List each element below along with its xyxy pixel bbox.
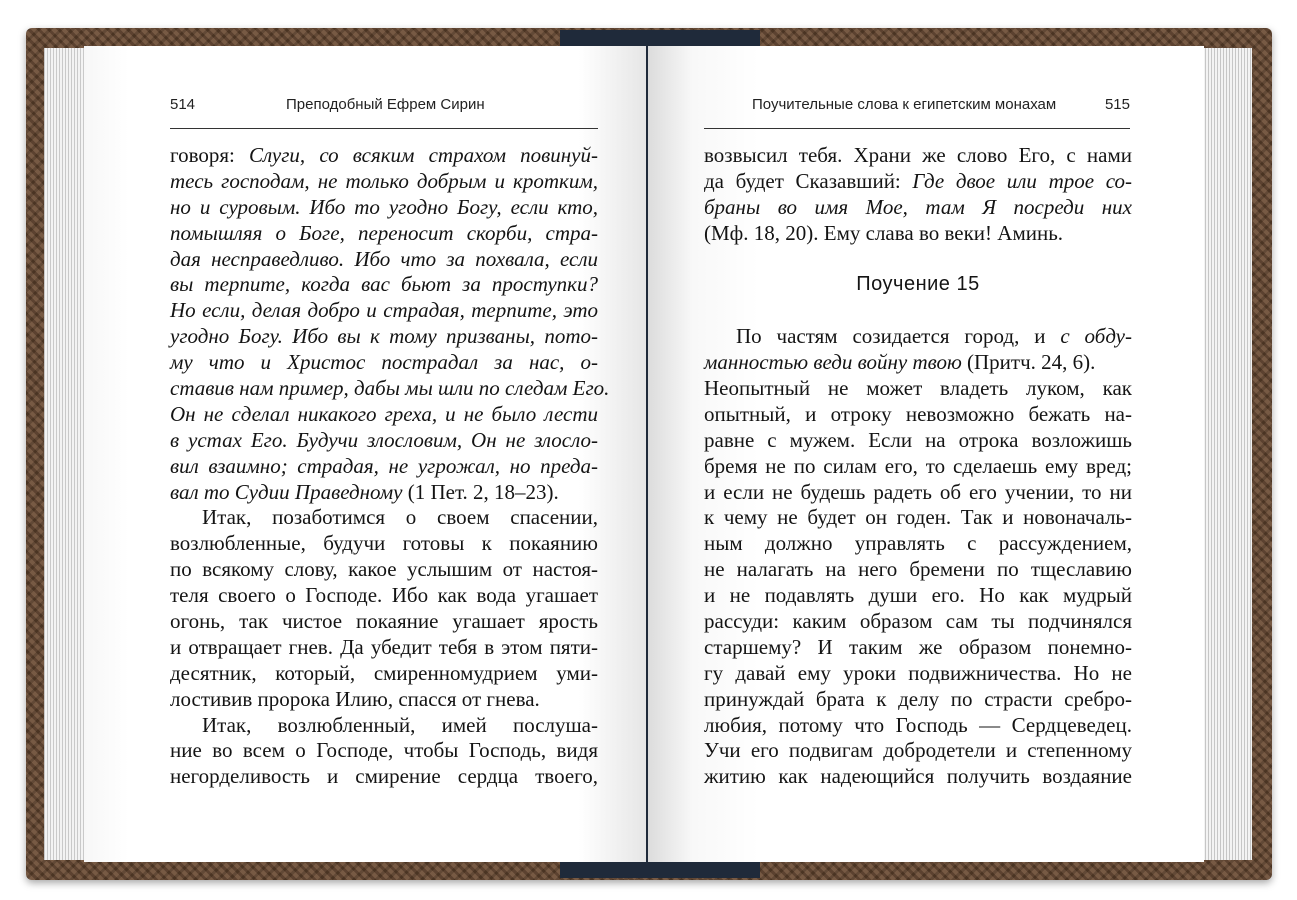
text-fragment: и не подавлять души его. Но как мудрый: [704, 583, 1132, 608]
text-fragment: возлюбленные, будучи готовы к покаянию: [170, 531, 598, 556]
text-line: [170, 635, 598, 661]
text-fragment: Неопытный не может владеть луком, как: [704, 376, 1132, 401]
right-body-text: [704, 143, 1132, 790]
text-fragment: к чему не будет он годен. Так и новоначаль-: [704, 505, 1132, 530]
italic-quote-fragment: манностью веди войну твою: [704, 350, 962, 375]
text-fragment: ным должно управлять с рассуждением,: [704, 531, 1132, 556]
italic-quote-fragment: помышляя о Боге, переносит скорби, стра-: [170, 220, 598, 245]
text-line: [170, 428, 598, 454]
text-line: [704, 169, 1132, 195]
left-running-title: Преподобный Ефрем Сирин: [286, 96, 485, 113]
text-line: [704, 583, 1132, 609]
text-line: [170, 143, 598, 169]
text-fragment: опытный, и отроку невозможно бежать на-: [704, 401, 1132, 426]
text-fragment: говоря:: [170, 143, 250, 167]
text-line: [704, 402, 1132, 428]
text-fragment: (Мф. 18, 20). Ему слава во веки! Аминь.: [704, 220, 1064, 245]
text-fragment: Поучение 15: [856, 273, 980, 296]
text-line: [170, 609, 598, 635]
text-line: [704, 557, 1132, 583]
italic-quote-fragment: Но если, делая добро и страдая, терпите, это: [170, 298, 598, 323]
text-line: [170, 247, 598, 273]
text-line: [704, 428, 1132, 454]
text-fragment: рассуди: каким образом сам ты подчинялся: [704, 609, 1132, 634]
text-fragment: принуждай брата к делу по страсти сребро-: [704, 686, 1132, 711]
text-fragment: теля своего о Господе. Ибо как вода угашает: [170, 583, 598, 608]
text-line: [704, 195, 1132, 221]
text-fragment: лостивив пророка Илию, спасся от гнева.: [170, 686, 540, 711]
text-line: [704, 324, 1132, 350]
text-fragment: гу давай ему уроки подвижничества. Но не: [704, 660, 1132, 685]
text-fragment: Учи его подвигам добродетели и степенному: [704, 738, 1132, 763]
text-line: [170, 376, 610, 402]
italic-quote-fragment: но и суровым. Ибо то угодно Богу, если кто,: [170, 194, 598, 219]
text-line: [704, 609, 1132, 635]
text-line: [170, 687, 598, 713]
left-running-head: [170, 96, 598, 122]
text-fragment: огонь, так чистое покаяние угашает ярость: [170, 609, 598, 634]
text-line: [170, 583, 598, 609]
italic-quote-fragment: в устах Его. Будучи злословим, Он не злосло-: [170, 427, 598, 452]
italic-quote-fragment: вы терпите, когда вас бьют за проступки?: [170, 272, 598, 297]
text-line: [170, 298, 598, 324]
text-fragment: равне с мужем. Если на отрока возложишь: [704, 427, 1132, 452]
right-running-title: Поучительные слова к египетским монахам: [752, 96, 1057, 113]
text-line: [170, 531, 598, 557]
text-line: [704, 143, 1132, 169]
italic-quote-fragment: Слуги, со всяким страхом повинуй-: [249, 143, 598, 167]
text-fragment: по всякому слову, какое услышим от настоя-: [170, 557, 598, 582]
text-line: [170, 713, 598, 739]
text-fragment: любия, потому что Господь — Сердцеведец.: [704, 712, 1132, 737]
text-line: [170, 221, 598, 247]
text-fragment: ние во всем о Господе, чтобы Господь, видя: [170, 738, 598, 763]
text-fragment: Итак, позаботимся о своем спасении,: [202, 505, 598, 530]
text-line: [704, 635, 1132, 661]
text-line: [704, 661, 1132, 687]
text-line: [704, 247, 1132, 273]
text-line: [170, 402, 598, 428]
text-fragment: негорделивость и смирение сердца твоего,: [170, 764, 598, 789]
text-fragment: житию как надеющийся получить воздаяние: [704, 764, 1132, 789]
text-line: [170, 169, 598, 195]
italic-quote-fragment: угодно Богу. Ибо вы к тому призваны, пото-: [170, 324, 598, 349]
italic-quote-fragment: вал то Судии Праведному: [170, 479, 403, 504]
left-body-text: [170, 143, 610, 790]
text-line: [170, 557, 598, 583]
text-line: [170, 324, 598, 350]
text-line: [704, 221, 1132, 247]
text-line: [170, 454, 598, 480]
right-page-number: 515: [1104, 96, 1130, 113]
italic-quote-fragment: ставив нам пример, дабы мы шли по следам Его.: [170, 376, 610, 401]
text-fragment: бремя не по силам его, то сделаешь ему вред;: [704, 453, 1132, 478]
text-fragment: По частям созидается город, и: [736, 324, 1061, 349]
text-line: [170, 661, 598, 687]
text-line: [704, 505, 1132, 531]
left-page-number: 514: [170, 96, 196, 113]
left-header-rule: [170, 128, 598, 129]
text-line: [704, 454, 1132, 480]
text-line: [704, 531, 1132, 557]
text-line: [170, 272, 598, 298]
text-line: [170, 738, 598, 764]
text-fragment: (Притч. 24, 6).: [961, 350, 1096, 375]
text-fragment: и отвращает гнев. Да убедит тебя в этом пяти-: [170, 634, 598, 659]
text-fragment: старшему? И таким же образом понемно-: [704, 634, 1132, 659]
text-line: [704, 480, 1132, 506]
italic-quote-fragment: с обду-: [1060, 324, 1132, 349]
right-page-edges: [1200, 48, 1252, 860]
italic-quote-fragment: вил взаимно; страдая, не угрожал, но преда-: [170, 453, 598, 478]
text-line: [170, 480, 598, 506]
right-header-rule: [704, 128, 1130, 129]
text-line: [704, 687, 1132, 713]
text-line: [170, 505, 598, 531]
text-fragment: возвысил тебя. Храни же слово Его, с нами: [704, 143, 1132, 167]
text-fragment: (1 Пет. 2, 18–23).: [402, 479, 559, 504]
text-fragment: Итак, возлюбленный, имей послуша-: [202, 712, 598, 737]
text-line: [704, 350, 1132, 376]
italic-quote-fragment: браны во имя Мое, там Я посреди них: [704, 194, 1132, 219]
text-line: [170, 764, 598, 790]
section-heading: [704, 272, 1132, 298]
italic-quote-fragment: дая несправедливо. Ибо что за похвала, если: [170, 246, 598, 271]
italic-quote-fragment: Он не сделал никакого греха, и не было лести: [170, 401, 598, 426]
text-fragment: и если не будешь радеть об его учении, то ни: [704, 479, 1132, 504]
text-line: [704, 376, 1132, 402]
text-fragment: десятник, который, смиренномудрием уми-: [170, 660, 598, 685]
text-line: [704, 713, 1132, 739]
text-fragment: да будет Сказавший:: [704, 168, 913, 193]
text-fragment: не налагать на него бремени по тщеславию: [704, 557, 1132, 582]
text-line: [704, 738, 1132, 764]
text-line: [704, 298, 1132, 324]
text-line: [170, 350, 598, 376]
italic-quote-fragment: тесь господам, не только добрым и кротким,: [170, 168, 598, 193]
text-line: [170, 195, 598, 221]
right-running-head: [704, 96, 1130, 122]
italic-quote-fragment: Где двое или трое со-: [912, 168, 1132, 193]
text-line: [704, 764, 1132, 790]
italic-quote-fragment: му что и Христос пострадал за нас, о-: [170, 350, 598, 375]
